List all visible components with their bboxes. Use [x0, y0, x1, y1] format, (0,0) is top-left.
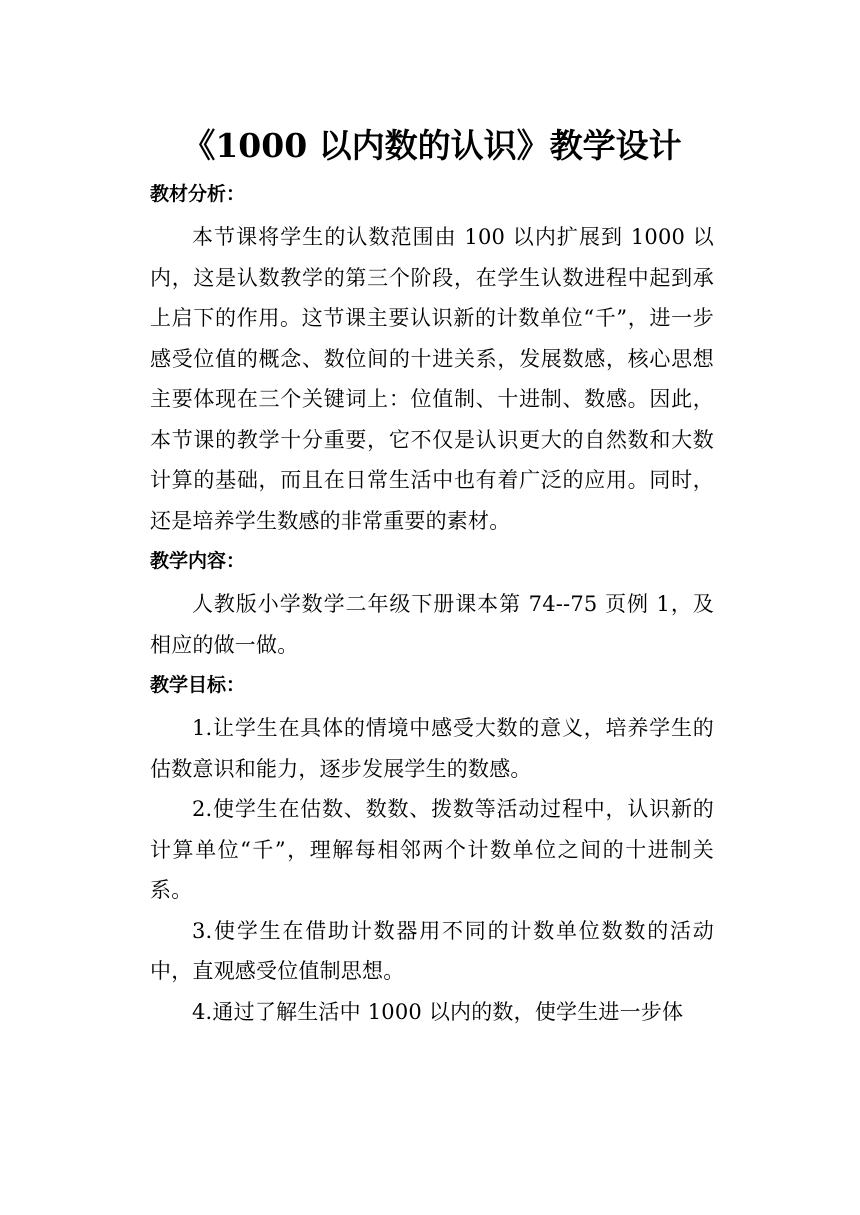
goal-paragraph: 4.通过了解生活中 1000 以内的数，使学生进一步体: [192, 999, 684, 1024]
goal-paragraph: 3.使学生在借助计数器用不同的计数单位数数的活动中，直观感受位值制思想。: [150, 918, 714, 983]
document-page: [150, 118, 714, 1032]
document-title: 《1000 以内数的认识》教学设计: [182, 126, 682, 165]
section-teaching-goals: [150, 665, 714, 1032]
goal-paragraph: 2.使学生在估数、数数、拨数等活动过程中，认识新的计算单位“千”，理解每相邻两个计数单位之间的十进制关系。: [150, 797, 714, 902]
section-heading: 教学目标：: [150, 674, 246, 696]
goal-paragraph: 1.让学生在具体的情境中感受大数的意义，培养学生的估数意识和能力，逐步发展学生的数感。: [150, 716, 714, 781]
paragraph: 人教版小学数学二年级下册课本第 74--75 页例 1，及相应的做一做。: [150, 592, 714, 657]
section-teaching-content: [150, 541, 714, 665]
paragraph: 本节课将学生的认数范围由 100 以内扩展到 1000 以内，这是认数教学的第三个阶段，在学生认数进程中起到承上启下的作用。这节课主要认识新的计数单位“千”，进一步感受位值的概念、数位间的十进关系，发展数感，核心思想主要体现在三个关键词上：位值制、十进制、数感。因此，本节课的教学十分重要，它不仅是认识更大的自然数和大数计算的基础，而且在日常生活中也有着广泛的应用。同时，还是培养学生数感的非常重要的素材。: [150, 225, 714, 533]
section-heading: 教材分析：: [150, 183, 246, 205]
section-heading: 教学内容：: [150, 550, 246, 572]
section-textbook-analysis: [150, 174, 714, 541]
